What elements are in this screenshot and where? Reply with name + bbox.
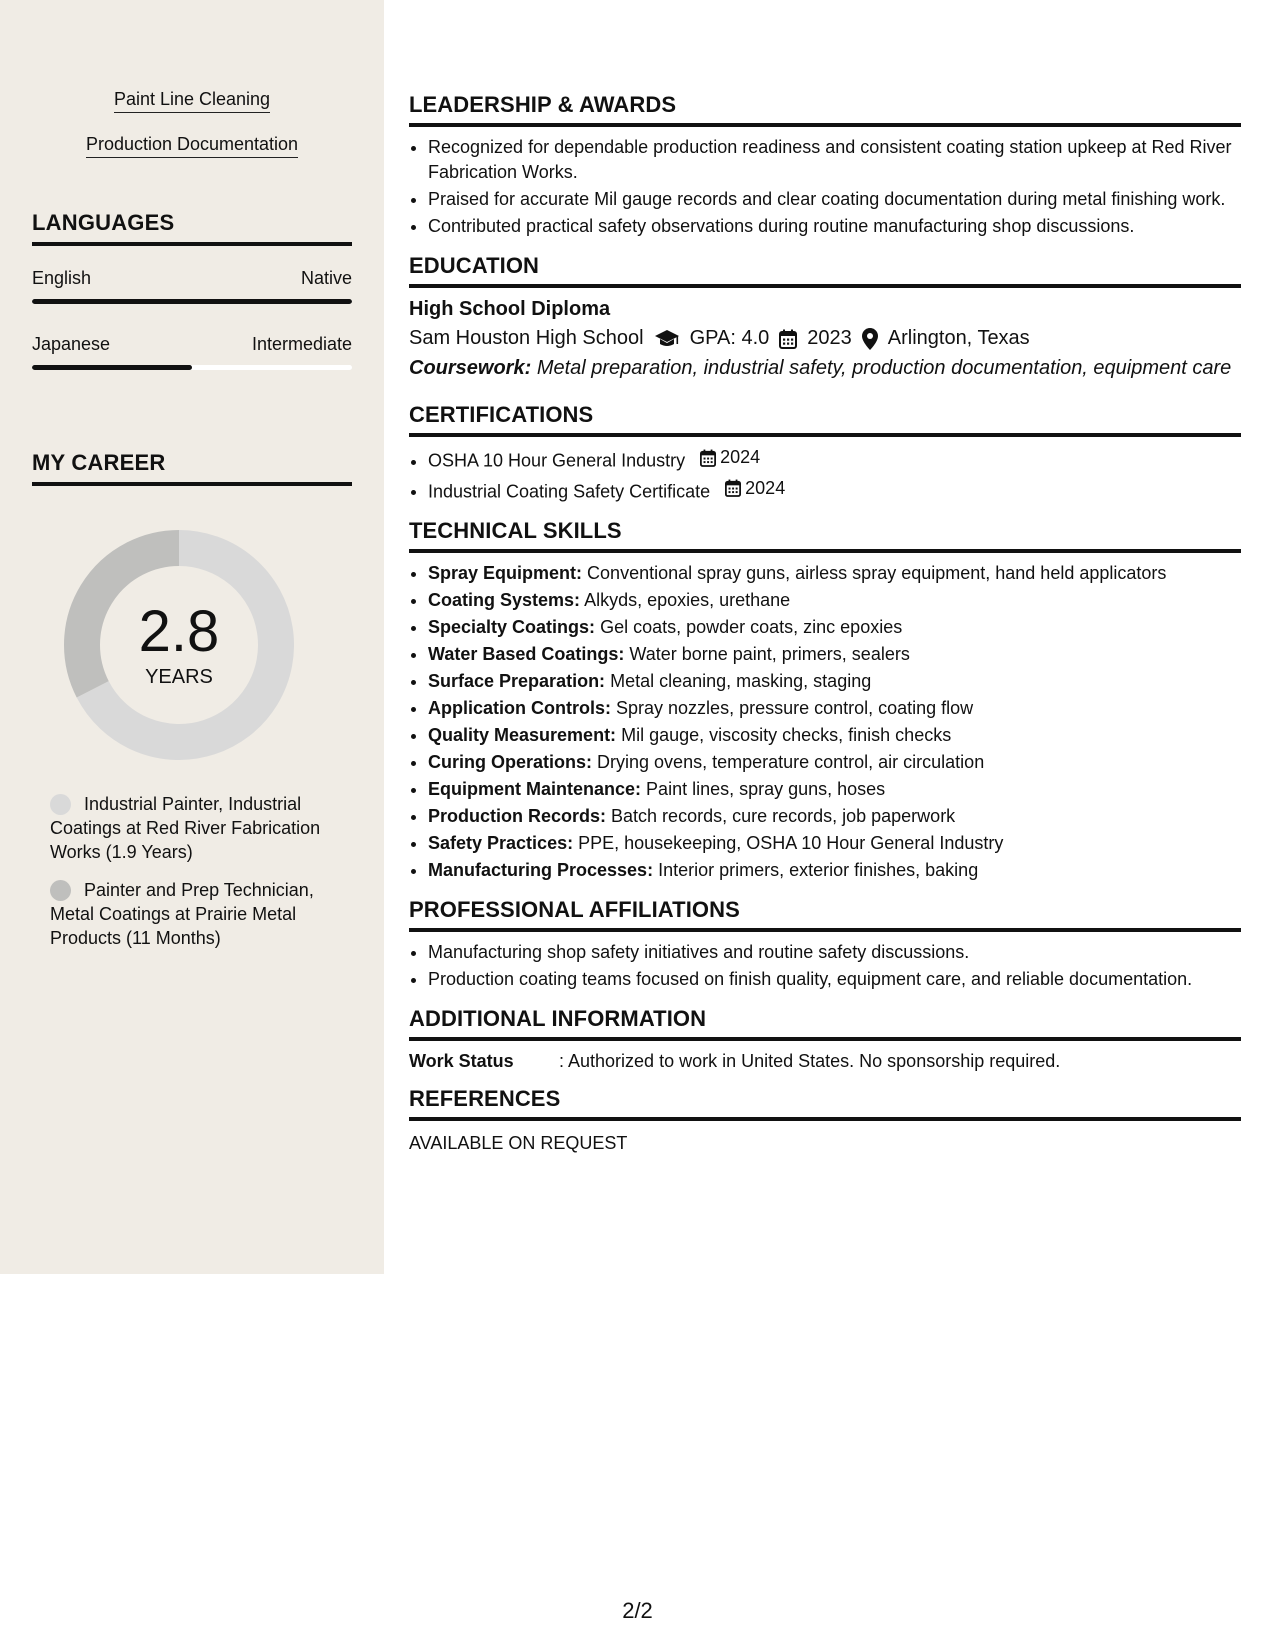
skill-text: Mil gauge, viscosity checks, finish checks — [621, 725, 952, 745]
skills-section — [409, 518, 1241, 883]
certifications-section — [409, 402, 1241, 504]
languages-section — [32, 210, 352, 370]
skills-list — [409, 561, 1241, 883]
list-item: • Manufacturing shop safety initiatives and routine safety discussions. — [428, 940, 1241, 965]
main-content — [409, 92, 1241, 1168]
language-name: English — [32, 268, 92, 288]
location-pin-icon — [862, 328, 878, 350]
skill-item — [428, 858, 1241, 883]
affiliations-section — [409, 897, 1241, 992]
graduation-cap-icon — [654, 329, 680, 349]
skill-label: Surface Preparation: — [428, 671, 606, 691]
language-bar — [32, 365, 352, 370]
list-item: • Contributed practical safety observations during routine manufacturing shop discussions. — [428, 214, 1241, 239]
skill-label: Quality Measurement: — [428, 725, 617, 745]
career-legend-dot — [50, 794, 71, 815]
education-heading: EDUCATION — [409, 253, 1241, 288]
additional-section — [409, 1006, 1241, 1072]
certification-year: 2024 — [720, 447, 761, 467]
skill-label: Specialty Coatings: — [428, 617, 596, 637]
skill-item — [428, 561, 1241, 586]
skill-item — [428, 723, 1241, 748]
career-item — [50, 792, 340, 864]
certifications-heading: CERTIFICATIONS — [409, 402, 1241, 437]
education-school: Sam Houston High School — [409, 327, 644, 349]
skill-item — [428, 669, 1241, 694]
skill-text: Metal cleaning, masking, staging — [610, 671, 872, 691]
career-item — [50, 878, 340, 950]
career-item-label: Painter and Prep Technician, Metal Coatings at Prairie Metal Products (11 Months) — [50, 880, 314, 948]
leadership-section — [409, 92, 1241, 239]
career-item-label: Industrial Painter, Industrial Coatings at Red River Fabrication Works (1.9 Years) — [50, 794, 321, 862]
education-section — [409, 253, 1241, 380]
skill-label: Manufacturing Processes: — [428, 860, 654, 880]
skill-label: Safety Practices: — [428, 833, 574, 853]
calendar-icon — [779, 329, 797, 349]
skill-item — [428, 696, 1241, 721]
skill-tag: Production Documentation — [86, 133, 298, 158]
affiliations-heading: PROFESSIONAL AFFILIATIONS — [409, 897, 1241, 932]
skill-text: Spray nozzles, pressure control, coating flow — [616, 698, 974, 718]
skill-item — [428, 642, 1241, 667]
list-item: • Recognized for dependable production readiness and consistent coating station upkeep at Red River Fabrication Works. — [428, 135, 1241, 185]
language-bar-fill — [32, 299, 352, 304]
career-list — [50, 792, 340, 964]
list-item: • Praised for accurate Mil gauge records and clear coating documentation during metal finishing work. — [428, 187, 1241, 212]
coursework-label: Coursework: — [409, 357, 532, 379]
info-label: Work Status — [409, 1051, 514, 1071]
skill-label: Application Controls: — [428, 698, 611, 718]
career-section — [32, 450, 352, 486]
skill-label: Curing Operations: — [428, 752, 593, 772]
skill-tags — [0, 88, 384, 178]
skill-label: Water Based Coatings: — [428, 644, 625, 664]
career-heading: MY CAREER — [32, 450, 352, 486]
references-text: AVAILABLE ON REQUEST — [409, 1133, 628, 1153]
skill-item — [428, 588, 1241, 613]
skill-label: Equipment Maintenance: — [428, 779, 642, 799]
education-year: 2023 — [807, 327, 852, 349]
skill-text: Paint lines, spray guns, hoses — [646, 779, 886, 799]
skill-text: Conventional spray guns, airless spray equipment, hand held applicators — [587, 563, 1167, 583]
skill-text: Gel coats, powder coats, zinc epoxies — [600, 617, 903, 637]
skill-text: Water borne paint, primers, sealers — [629, 644, 910, 664]
skill-item — [428, 804, 1241, 829]
certification-name: OSHA 10 Hour General Industry — [428, 450, 686, 471]
skill-text: Interior primers, exterior finishes, baking — [658, 860, 979, 880]
coursework-text: Metal preparation, industrial safety, production documentation, equipment care — [536, 357, 1232, 379]
certification-year: 2024 — [745, 477, 786, 498]
language-bar-fill — [32, 365, 192, 370]
career-legend-dot — [50, 880, 71, 901]
education-coursework — [409, 356, 1241, 380]
sidebar — [0, 0, 384, 1274]
language-level: Native — [300, 268, 352, 288]
language-name: Japanese — [32, 334, 111, 354]
certification-name: Industrial Coating Safety Certificate — [428, 481, 711, 501]
skill-item — [428, 777, 1241, 802]
skill-text: Alkyds, epoxies, urethane — [584, 590, 791, 610]
list-item — [428, 445, 1241, 474]
calendar-icon — [700, 449, 716, 467]
list-item — [428, 476, 1241, 505]
skill-label: Production Records: — [428, 806, 607, 826]
references-section — [409, 1086, 1241, 1154]
info-row — [409, 1051, 1241, 1072]
skill-item — [428, 750, 1241, 775]
career-total-unit: YEARS — [145, 666, 213, 688]
leadership-heading: LEADERSHIP & AWARDS — [409, 92, 1241, 127]
skill-tag: Paint Line Cleaning — [114, 88, 270, 113]
education-gpa: GPA: 4.0 — [689, 327, 770, 349]
skills-heading: TECHNICAL SKILLS — [409, 518, 1241, 553]
skill-item — [428, 615, 1241, 640]
skill-label: Spray Equipment: — [428, 563, 583, 583]
info-value: : Authorized to work in United States. No sponsorship required. — [559, 1051, 1061, 1071]
career-total-value: 2.8 — [138, 599, 220, 664]
additional-heading: ADDITIONAL INFORMATION — [409, 1006, 1241, 1041]
education-details — [409, 327, 1241, 350]
languages-heading: LANGUAGES — [32, 210, 352, 246]
references-heading: REFERENCES — [409, 1086, 1241, 1121]
skill-text: Drying ovens, temperature control, air circulation — [597, 752, 985, 772]
skill-label: Coating Systems: — [428, 590, 581, 610]
education-location: Arlington, Texas — [887, 327, 1030, 349]
skill-text: PPE, housekeeping, OSHA 10 Hour General Industry — [578, 833, 1004, 853]
language-item — [32, 268, 352, 304]
language-item — [32, 334, 352, 370]
calendar-icon — [725, 479, 741, 497]
language-level: Intermediate — [251, 334, 352, 354]
education-degree: High School Diploma — [409, 298, 611, 320]
language-bar — [32, 299, 352, 304]
skill-text: Batch records, cure records, job paperwork — [611, 806, 956, 826]
career-donut — [64, 530, 294, 760]
page-number: 2/2 — [622, 1598, 653, 1623]
list-item: • Production coating teams focused on finish quality, equipment care, and reliable documentation. — [428, 967, 1241, 992]
skill-item — [428, 831, 1241, 856]
